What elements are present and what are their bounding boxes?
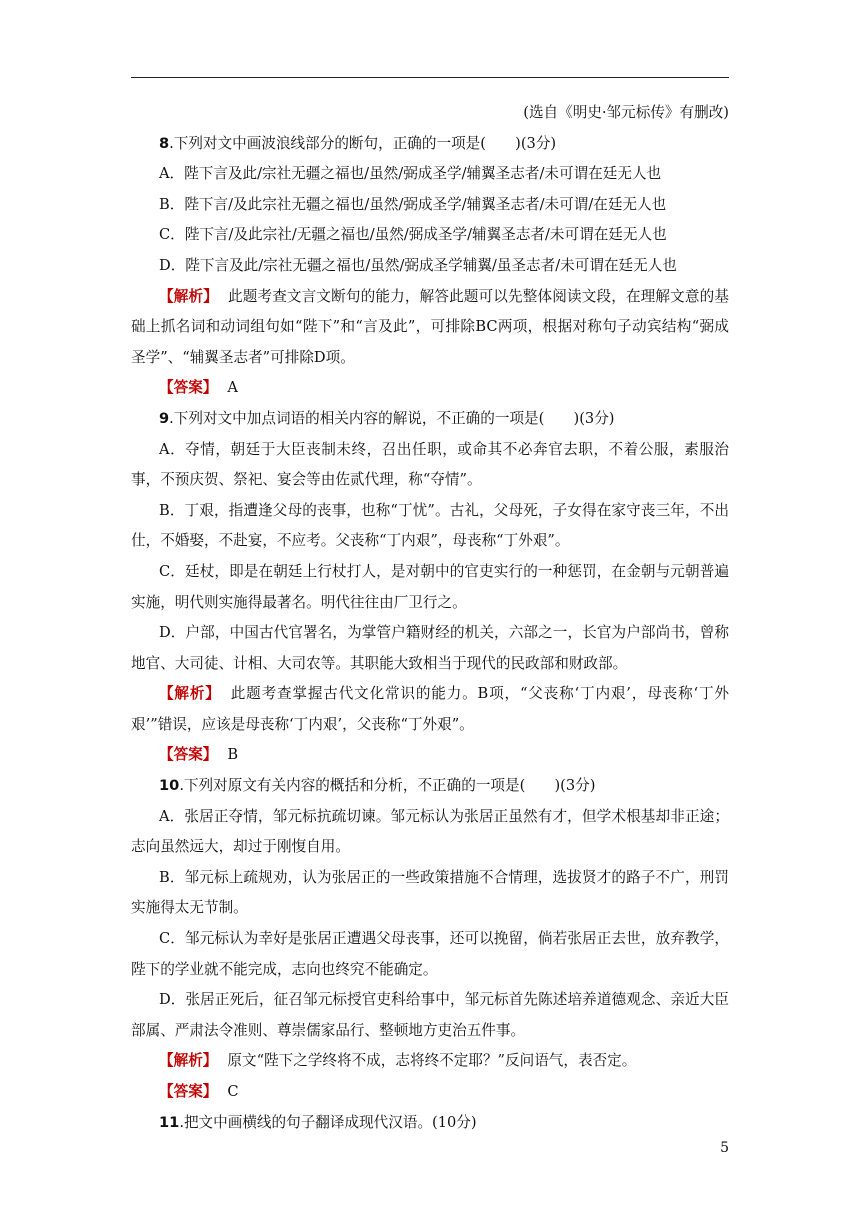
answer-label: 【答案】 [159,379,218,397]
answer-label: 【答案】 [159,1083,218,1100]
option-d: D．张居正死后，征召邹元标授官吏科给事中，邹元标首先陈述培养道德观念、亲近大臣部属、严肃法令准则、尊崇儒家品行、整顿地方吏治五件事。 [131,991,729,1039]
source-note: (选自《明史·邹元标传》有删改) [523,104,729,121]
option-b: B．邹元标上疏规劝，认为张居正的一些政策措施不合情理，选拔贤才的路子不广，刑罚实施得太无节制。 [131,868,729,917]
header-rule [131,77,729,78]
analysis-label: 【解析】 [159,287,218,305]
question-number: 9 [159,409,170,427]
option-a: A．夺情，朝廷于大臣丧制未终，召出任职，或命其不必奔官去职，不着公服，素服治事，不预庆贺、祭祀、宴会等由佐贰代理，称“夺情”。 [131,440,729,489]
option-a: A．张居正夺情，邹元标抗疏切谏。邹元标认为张居正虽然有才，但学术根基却非正途；志向虽然远大，却过于刚愎自用。 [131,807,729,856]
option-c: C．邹元标认为幸好是张居正遭遇父母丧事，还可以挽留，倘若张居正去世，放弃教学，陛下的学业就不能完成，志向也终究不能确定。 [131,930,729,978]
question-8-stem: 8.下列对文中画波浪线部分的断句，正确的一项是( )(3分) [159,134,557,152]
answer: 【答案】 B [159,746,239,764]
analysis-label: 【解析】 [159,1052,218,1070]
option-c: C．廷杖，即是在朝廷上行杖打人，是对朝中的官吏实行的一种惩罚，在金朝与元朝普遍实施，明代则实施得最著名。明代往往由厂卫行之。 [131,562,729,611]
option-a: A．陛下言及此/宗社无疆之福也/虽然/弼成圣学/辅翼圣志者/未可谓在廷无人也 [159,165,662,183]
analysis: 【解析】 此题考查掌握古代文化常识的能力。B项，“父丧称‘丁内艰’，母丧称‘丁外艰’”错误，应该是母丧称‘丁内艰’，父丧称“丁外艰”。 [131,685,729,733]
question-10-stem: 10.下列对原文有关内容的概括和分析，不正确的一项是( )(3分) [159,777,596,795]
answer-label: 【答案】 [159,746,218,764]
analysis: 【解析】 原文“陛下之学终将不成，志将终不定耶？”反问语气，表否定。 [159,1052,637,1070]
page-number: 5 [720,1140,729,1156]
analysis: 【解析】 此题考查文言文断句的能力，解答此题可以先整体阅读文段，在理解文意的基础上抓名词和动词组句如“陛下”和“言及此”，可排除BC两项，根据对称句子动宾结构“弼成圣学”、“辅翼圣志者”可排除D项。 [131,287,729,366]
option-b: B．丁艰，指遭逢父母的丧事，也称“丁忧”。古礼，父母死，子女得在家守丧三年，不出仕，不婚娶，不赴宴，不应考。父丧称“丁内艰”，母丧称“丁外艰”。 [131,501,729,550]
question-number: 11 [159,1113,180,1131]
option-c: C．陛下言/及此宗社/无疆之福也/虽然/弼成圣学/辅翼圣志者/未可谓在廷无人也 [159,226,667,244]
question-11-stem: 11.把文中画横线的句子翻译成现代汉语。(10分) [159,1113,477,1131]
question-9-stem: 9.下列对文中加点词语的相关内容的解说，不正确的一项是( )(3分) [159,409,615,427]
page-content [131,98,729,1138]
option-d: D．户部，中国古代官署名，为掌管户籍财经的机关，六部之一，长官为户部尚书，曾称地官、大司徒、计相、大司农等。其职能大致相当于现代的民政部和财政部。 [131,624,729,672]
answer: 【答案】 A [159,379,238,397]
answer: 【答案】 C [159,1083,239,1100]
analysis-label: 【解析】 [159,685,221,703]
option-d: D．陛下言及此/宗社无疆之福也/虽然/弼成圣学辅翼/虽圣志者/未可谓在廷无人也 [159,256,677,274]
question-number: 8 [159,134,170,152]
question-number: 10 [159,777,180,795]
option-b: B．陛下言/及此宗社无疆之福也/虽然/弼成圣学/辅翼圣志者/未可谓/在廷无人也 [159,195,667,213]
